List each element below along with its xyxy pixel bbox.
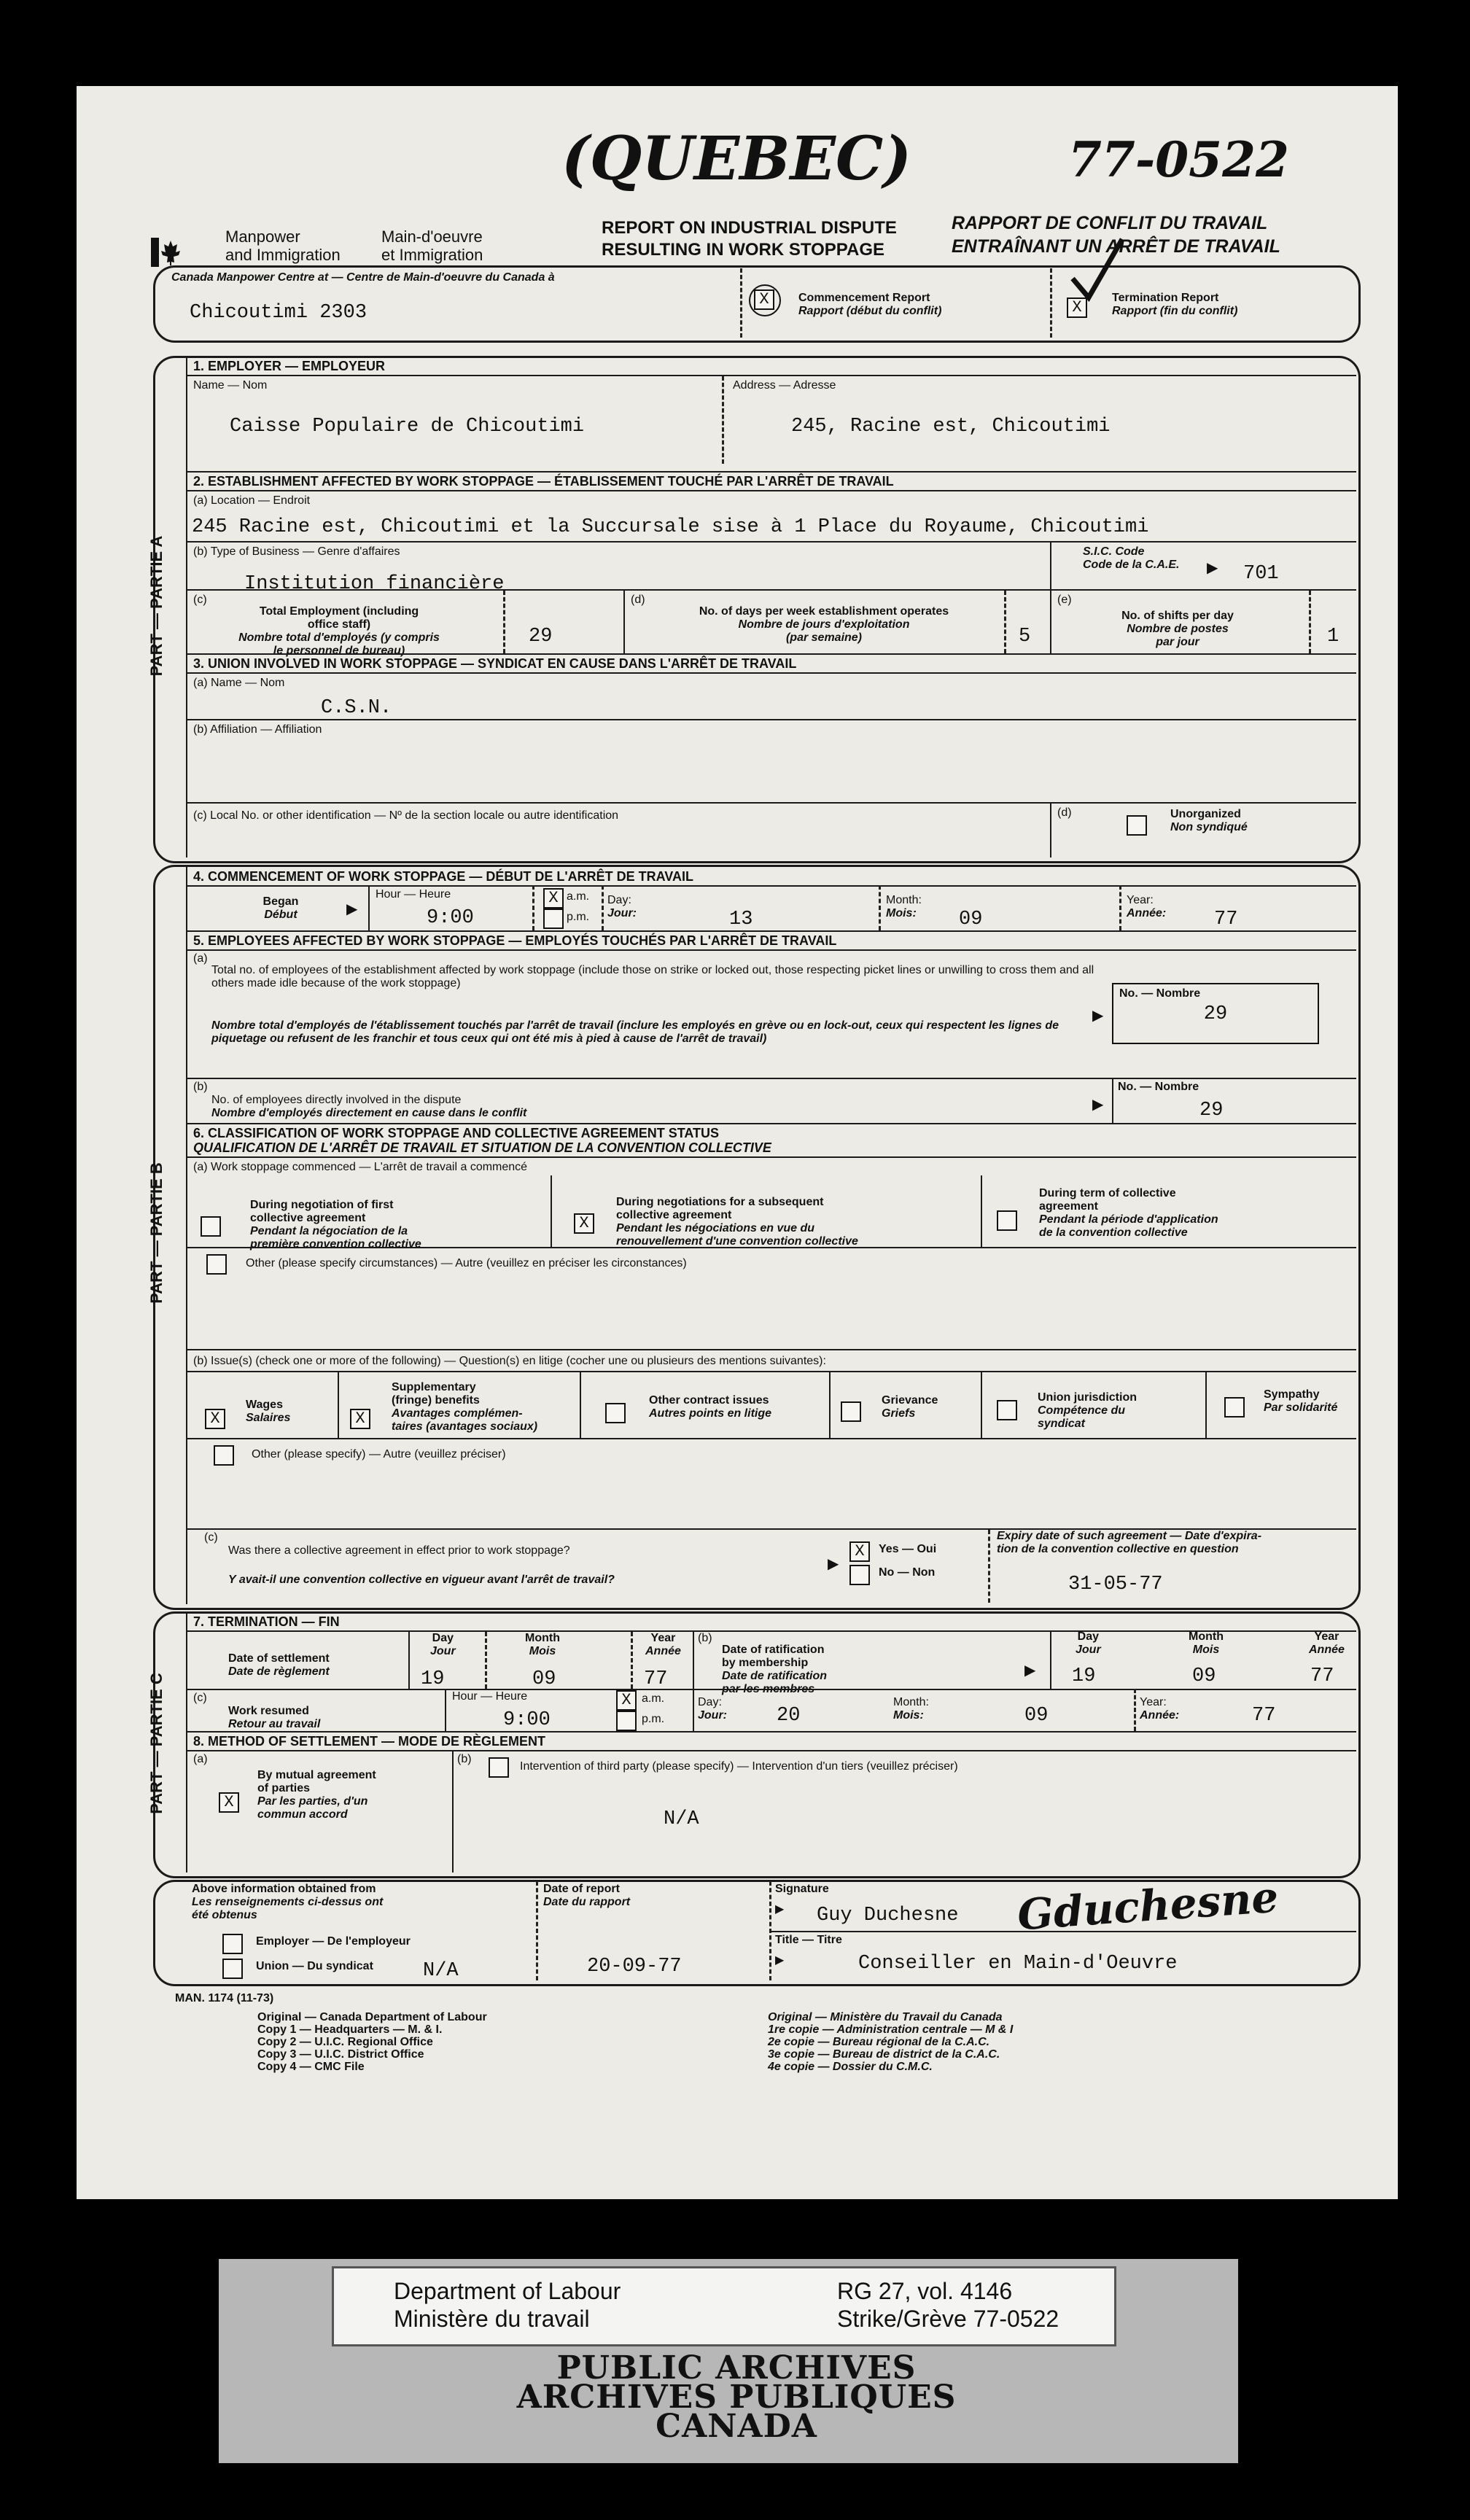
resume-am-label: a.m. — [642, 1692, 665, 1705]
s5-b-tag: (b) — [193, 1081, 208, 1093]
third-party-value: N/A — [664, 1808, 699, 1830]
sic-arrow-icon: ▶ — [1207, 560, 1218, 576]
s6-c-en: Was there a collective agreement in effect prior to work stoppage? — [228, 1544, 570, 1557]
signer-name: Guy Duchesne — [817, 1905, 959, 1926]
resume-am-checkbox[interactable]: X — [616, 1690, 637, 1711]
commencement-label: Commencement Report Rapport (début du conflit) — [798, 292, 942, 317]
sic-code: 701 — [1243, 563, 1279, 585]
subsequent-agreement-label: During negotiations for a subsequent collective agreement Pendant les négociations en vue du renouvellement d'une convention collective — [616, 1196, 858, 1248]
mutual-agreement-label: By mutual agreement of parties Par les parties, d'un commun accord — [257, 1769, 376, 1821]
resume-day: 20 — [777, 1705, 801, 1727]
resume-year: 77 — [1252, 1705, 1276, 1727]
union-name: C.S.N. — [321, 697, 392, 719]
handwritten-signature: Gduchesne — [1016, 1872, 1280, 1940]
settle-year: 77 — [644, 1668, 668, 1690]
report-date: 20-09-77 — [587, 1956, 682, 1978]
info-union-value: N/A — [423, 1960, 459, 1982]
info-label: Above information obtained from Les renseignements ci-dessus ont été obtenus — [192, 1883, 384, 1921]
term-agreement-checkbox[interactable] — [997, 1210, 1017, 1231]
ratification-arrow-icon: ▶ — [1024, 1662, 1036, 1679]
total-box: No. — Nombre 29 — [1112, 983, 1319, 1044]
settle-year-header: Year Année — [645, 1632, 681, 1657]
s2-e-tag: (e) — [1057, 594, 1072, 606]
start-pm-label: p.m. — [567, 911, 590, 923]
settle-month-header: Month Mois — [525, 1632, 560, 1657]
s5-b-fr: Nombre d'employés directement en cause dans le conflit — [211, 1107, 527, 1119]
part-c-label: PART — PARTIE C — [147, 1673, 166, 1814]
title-fr: RAPPORT DE CONFLIT DU TRAVAIL ENTRAÎNANT UN ARRÊT DE TRAVAIL — [952, 213, 1280, 257]
benefits-label: Supplementary (fringe) benefits Avantages complémen- taires (avantages sociaux) — [392, 1381, 538, 1433]
other-circumstances-checkbox[interactable] — [206, 1254, 227, 1275]
termination-label: Termination Report Rapport (fin du conflit) — [1112, 292, 1238, 317]
s3-name-label: (a) Name — Nom — [193, 677, 285, 689]
establishment-location: 245 Racine est, Chicoutimi et la Succursale sise à 1 Place du Royaume, Chicoutimi — [192, 516, 1149, 538]
sympathy-label: Sympathy Par solidarité — [1264, 1388, 1338, 1414]
archive-department: Department of Labour Ministère du travail — [394, 2278, 621, 2332]
s3-local-label: (c) Local No. or other identification — Nº de la section locale ou autre identification — [193, 809, 619, 822]
direct-employees: 29 — [1199, 1100, 1224, 1121]
centre-value: Chicoutimi 2303 — [190, 302, 368, 324]
s8-b-tag: (b) — [457, 1753, 472, 1765]
handwritten-number: 77-0522 — [1068, 131, 1289, 188]
archive-label-card — [332, 2266, 1116, 2346]
s6-title: 6. CLASSIFICATION OF WORK STOPPAGE AND COLLECTIVE AGREEMENT STATUS QUALIFICATION DE L'ARRÊT DE TRAVAIL ET SITUATION DE LA CONVENTION COLLECTIVE — [193, 1126, 771, 1155]
check-mark — [1070, 236, 1125, 302]
s4-year-label: Year: Année: — [1127, 894, 1167, 919]
s2-title: 2. ESTABLISHMENT AFFECTED BY WORK STOPPAGE — ÉTABLISSEMENT TOUCHÉ PAR L'ARRÊT DE TRAVAIL — [193, 474, 894, 489]
part-b-label: PART — PARTIE B — [147, 1162, 166, 1304]
resume-pm-checkbox[interactable] — [616, 1711, 637, 1731]
ratify-day: 19 — [1072, 1665, 1096, 1687]
first-agreement-label: During negotiation of first collective agreement Pendant la négociation de la première convention collective — [250, 1199, 421, 1251]
days-per-week: 5 — [1019, 626, 1031, 648]
settle-month: 09 — [532, 1668, 556, 1690]
began-arrow-icon: ▶ — [346, 901, 358, 917]
info-employer-label: Employer — De l'employeur — [256, 1935, 411, 1948]
unorganized-label: Unorganized Non syndiqué — [1170, 808, 1248, 833]
s7-month-label: Month: Mois: — [893, 1696, 929, 1722]
other-issue-label: Other (please specify) — Autre (veuillez préciser) — [252, 1448, 506, 1461]
ratify-month-header: Month Mois — [1189, 1630, 1224, 1656]
copies-en: Original — Canada Department of Labour Copy 1 — Headquarters — M. & I. Copy 2 — U.I.C. Regional Office Copy 3 — U.I.C. District Office Copy 4 — CMC File — [257, 2011, 487, 2073]
total-employees-affected: 29 — [1203, 1003, 1228, 1025]
start-month: 09 — [959, 909, 983, 930]
s5-a-en: Total no. of employees of the establishment affected by work stoppage (include those on strike or locked out, those respecting picket lines or unwilling to cross them and all others made idle because of the work stoppage) — [211, 964, 1094, 989]
first-agreement-checkbox[interactable] — [201, 1216, 221, 1237]
copies-fr: Original — Ministère du Travail du Canada 1re copie — Administration centrale — M & I 2e copie — Bureau régional de la C.A.C. 3e copie — Bureau de district de la C.A.C. 4e copie — Dossier du C.M.C. — [768, 2011, 1014, 2073]
s3-affiliation-label: (b) Affiliation — Affiliation — [193, 723, 322, 736]
archive-stamp: PUBLIC ARCHIVES ARCHIVES PUBLIQUES CANADA — [516, 2349, 957, 2445]
agreement-arrow-icon: ▶ — [828, 1556, 839, 1572]
s4-hour-label: Hour — Heure — [376, 888, 451, 901]
title-en: REPORT ON INDUSTRIAL DISPUTE RESULTING IN WORK STOPPAGE — [602, 218, 897, 260]
resume-pm-label: p.m. — [642, 1713, 665, 1725]
direct-arrow-icon: ▶ — [1092, 1097, 1104, 1113]
s1-name-label: Name — Nom — [193, 379, 268, 392]
jurisdiction-checkbox[interactable] — [997, 1400, 1017, 1420]
s7-c-tag: (c) — [193, 1692, 207, 1704]
total-arrow-icon: ▶ — [1092, 1008, 1104, 1024]
s3-title: 3. UNION INVOLVED IN WORK STOPPAGE — SYNDICAT EN CAUSE DANS L'ARRÊT DE TRAVAIL — [193, 656, 797, 671]
other-contract-checkbox[interactable] — [605, 1403, 626, 1423]
ratify-year: 77 — [1310, 1665, 1334, 1687]
other-circumstances-label: Other (please specify circumstances) — Autre (veuillez en préciser les circonstances) — [246, 1257, 687, 1269]
s3-d-tag: (d) — [1057, 806, 1072, 819]
s6-a-label: (a) Work stoppage commenced — L'arrêt de travail a commencé — [193, 1161, 528, 1173]
archive-reference: RG 27, vol. 4146 Strike/Grève 77-0522 — [837, 2278, 1059, 2332]
part-a-label: PART — PARTIE A — [147, 535, 166, 677]
signature-arrow-icon: ▶ — [775, 1903, 785, 1916]
mutual-agreement-checkbox[interactable]: X — [219, 1792, 239, 1813]
resume-month: 09 — [1024, 1705, 1049, 1727]
commencement-checkbox[interactable]: X — [754, 289, 774, 310]
s4-day-label: Day: Jour: — [607, 894, 637, 919]
ratification-label: Date of ratification by membership Date de ratification par les membres — [722, 1644, 828, 1695]
s7-year-label: Year: Année: — [1140, 1696, 1180, 1722]
s5-a-tag: (a) — [193, 952, 208, 965]
settle-day: 19 — [421, 1668, 445, 1690]
direct-no-label: No. — Nombre — [1118, 1081, 1199, 1093]
other-issue-checkbox[interactable] — [214, 1445, 234, 1466]
settle-day-header: Day Jour — [430, 1632, 456, 1657]
third-party-checkbox[interactable] — [489, 1757, 509, 1778]
employment-label: Total Employment (including office staff) Nombre total d'employés (y compris le personnel de bureau) — [238, 605, 440, 657]
s2-business-label: (b) Type of Business — Genre d'affaires — [193, 545, 400, 558]
agreement-yes-label: Yes — Oui — [879, 1543, 937, 1555]
s2-location-label: (a) Location — Endroit — [193, 494, 311, 507]
s5-title: 5. EMPLOYEES AFFECTED BY WORK STOPPAGE — EMPLOYÉS TOUCHÉS PAR L'ARRÊT DE TRAVAIL — [193, 933, 837, 948]
resumed-label: Work resumed Retour au travail — [228, 1705, 321, 1730]
title-arrow-icon: ▶ — [775, 1954, 785, 1967]
title-label: Title — Titre — [775, 1934, 842, 1946]
s8-title: 8. METHOD OF SETTLEMENT — MODE DE RÈGLEMENT — [193, 1734, 546, 1749]
ratify-day-header: Day Jour — [1076, 1630, 1101, 1656]
s6-b-label: (b) Issue(s) (check one or more of the following) — Question(s) en litige (cocher une ou plusieurs des mentions suivantes): — [193, 1355, 826, 1367]
jurisdiction-label: Union jurisdiction Compétence du syndicat — [1038, 1391, 1137, 1430]
s2-c-tag: (c) — [193, 594, 207, 606]
s4-month-label: Month: Mois: — [886, 894, 922, 919]
agency-fr: Main-d'oeuvre et Immigration — [381, 228, 483, 264]
s5-a-fr: Nombre total d'employés de l'établissement touchés par l'arrêt de travail (inclure les employés en grève ou en lock-out, ceux qui respectent les lignes de piquetage ou refusent de les franchir et tous ceux qui ont été mis à pied à cause de l'arrêt de travail) — [211, 1019, 1059, 1045]
third-party-label: Intervention of third party (please specify) — Intervention d'un tiers (veuillez préciser) — [520, 1760, 958, 1773]
shifts-per-day: 1 — [1327, 626, 1339, 648]
shifts-label: No. of shifts per day Nombre de postes par jour — [1121, 610, 1234, 648]
s5-b-en: No. of employees directly involved in the dispute — [211, 1094, 462, 1106]
s4-title: 4. COMMENCEMENT OF WORK STOPPAGE — DÉBUT DE L'ARRÊT DE TRAVAIL — [193, 869, 693, 884]
sympathy-checkbox[interactable] — [1224, 1397, 1245, 1418]
s7-b-tag: (b) — [698, 1632, 712, 1644]
grievance-checkbox[interactable] — [841, 1401, 861, 1422]
s6-c-fr: Y avait-il une convention collective en vigueur avant l'arrêt de travail? — [228, 1574, 615, 1586]
start-day: 13 — [729, 909, 753, 930]
wages-checkbox[interactable]: X — [205, 1409, 225, 1429]
signer-title: Conseiller en Main-d'Oeuvre — [858, 1953, 1178, 1975]
s7-hour-label: Hour — Heure — [452, 1690, 528, 1703]
benefits-checkbox[interactable]: X — [350, 1409, 370, 1429]
ratify-year-header: Year Année — [1309, 1630, 1345, 1656]
term-agreement-label: During term of collective agreement Pendant la période d'application de la convention collective — [1039, 1187, 1218, 1239]
wages-label: Wages Salaires — [246, 1399, 291, 1424]
unorganized-checkbox[interactable] — [1127, 815, 1147, 836]
termination-checkbox[interactable]: X — [1067, 298, 1087, 318]
agreement-no-label: No — Non — [879, 1566, 936, 1579]
start-year: 77 — [1214, 909, 1238, 930]
s8-a-tag: (a) — [193, 1753, 208, 1765]
s6-c-tag: (c) — [204, 1531, 218, 1544]
info-union-checkbox[interactable] — [222, 1959, 243, 1979]
agreement-yes-checkbox[interactable]: X — [849, 1541, 870, 1562]
agreement-no-checkbox[interactable] — [849, 1565, 870, 1585]
centre-label: Canada Manpower Centre at — Centre de Main-d'oeuvre du Canada à — [171, 271, 555, 284]
expiry-label: Expiry date of such agreement — Date d'expira- tion de la convention collective en question — [997, 1530, 1262, 1555]
signature-label: Signature — [775, 1883, 829, 1895]
start-am-label: a.m. — [567, 890, 590, 903]
s7-day-label: Day: Jour: — [698, 1696, 727, 1722]
info-union-label: Union — Du syndicat — [256, 1960, 373, 1972]
s2-d-tag: (d) — [631, 594, 645, 606]
handwritten-province: (QUEBEC) — [561, 124, 912, 194]
s1-title: 1. EMPLOYER — EMPLOYEUR — [193, 359, 386, 373]
total-employment: 29 — [529, 626, 553, 648]
sic-label: S.I.C. Code Code de la C.A.E. — [1083, 545, 1180, 571]
resume-hour: 9:00 — [503, 1709, 551, 1731]
ratify-month: 09 — [1192, 1665, 1216, 1687]
info-employer-checkbox[interactable] — [222, 1934, 243, 1954]
employer-name: Caisse Populaire de Chicoutimi — [230, 416, 585, 438]
settlement-label: Date of settlement Date de règlement — [228, 1652, 330, 1678]
start-pm-checkbox[interactable] — [543, 909, 564, 929]
s7-title: 7. TERMINATION — FIN — [193, 1614, 340, 1629]
start-am-checkbox[interactable]: X — [543, 888, 564, 909]
agency-en: Manpower and Immigration — [225, 228, 341, 264]
start-hour: 9:00 — [427, 907, 474, 929]
grievance-label: Grievance Griefs — [882, 1394, 938, 1420]
form-paper — [77, 86, 1398, 2199]
began-label: Began Début — [262, 895, 299, 921]
form-number: MAN. 1174 (11-73) — [175, 1992, 274, 2004]
employer-address: 245, Racine est, Chicoutimi — [791, 416, 1111, 438]
subsequent-agreement-checkbox[interactable]: X — [574, 1213, 594, 1234]
expiry-date: 31-05-77 — [1068, 1574, 1163, 1595]
other-contract-label: Other contract issues Autres points en litige — [649, 1394, 772, 1420]
days-label: No. of days per week establishment operates Nombre de jours d'exploitation (par semaine) — [699, 605, 949, 644]
s1-address-label: Address — Adresse — [733, 379, 836, 392]
business-type: Institution financière — [244, 573, 505, 595]
report-date-label: Date of report Date du rapport — [543, 1883, 631, 1908]
